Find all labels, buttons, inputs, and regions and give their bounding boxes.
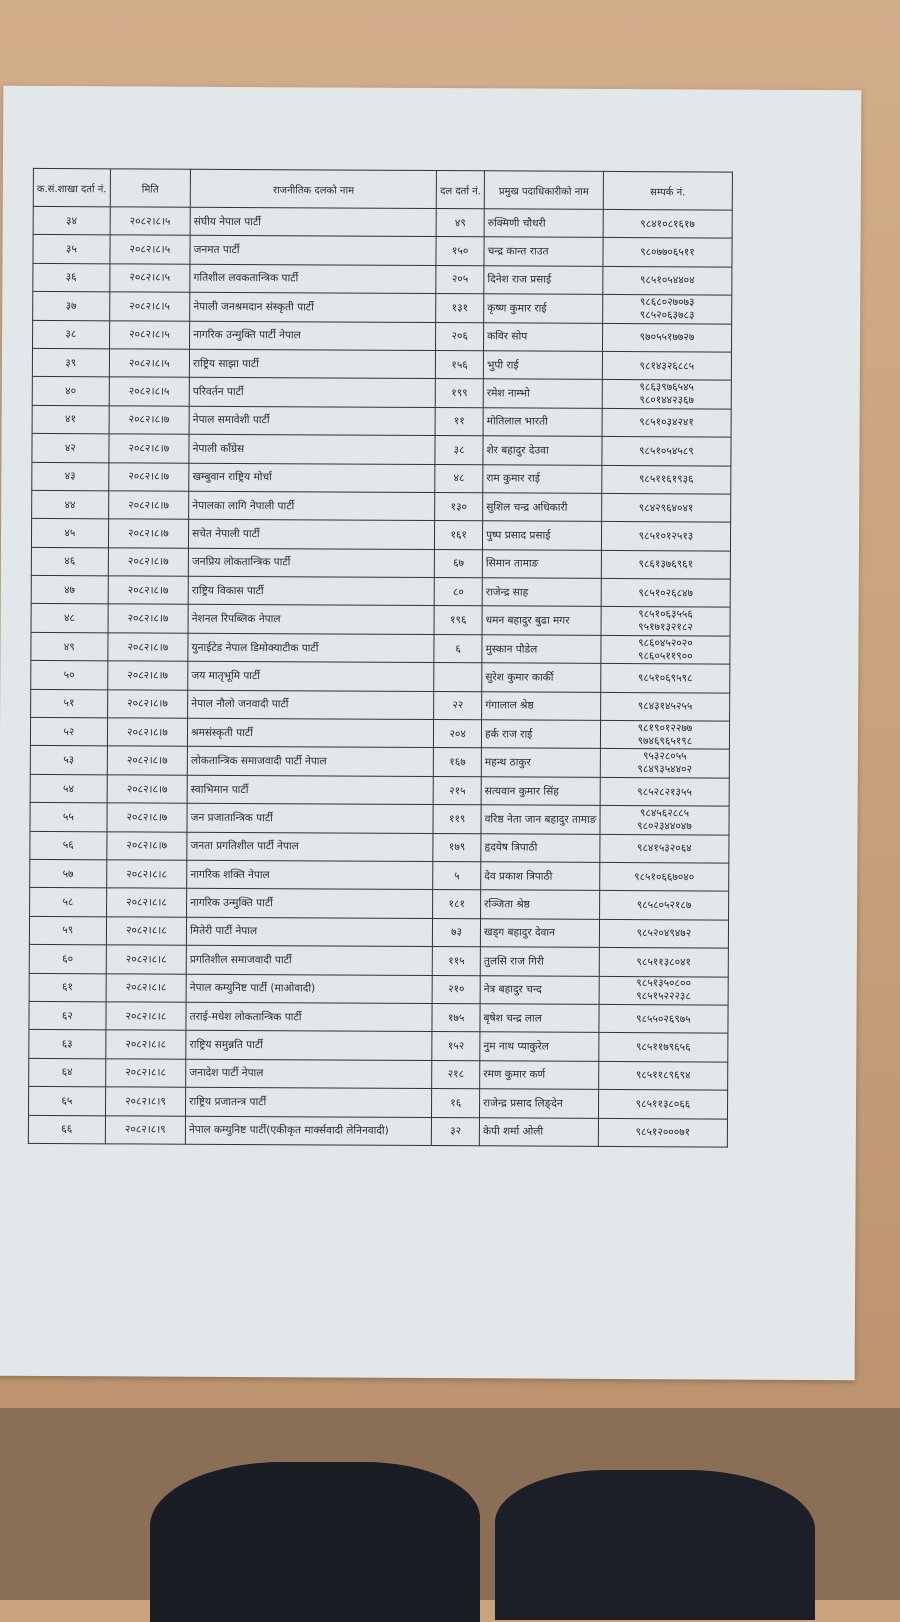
cell-officer: सिमान तामाङ xyxy=(482,549,601,578)
contact-number: ९८५१०६६७०४० xyxy=(634,870,695,884)
table-row xyxy=(30,888,729,920)
cell-party: राष्ट्रिय प्रजातन्त्र पार्टी xyxy=(186,1087,432,1117)
table-row xyxy=(33,292,732,324)
cell-sn: ६५ xyxy=(28,1087,105,1116)
cell-sn: ४४ xyxy=(32,490,109,519)
cell-reg: ५ xyxy=(433,862,481,891)
cell-sn: ३४ xyxy=(33,206,110,235)
table-row xyxy=(32,434,731,466)
cell-contact xyxy=(602,437,731,466)
contact-number: ९८५१०६९५९८ xyxy=(637,672,693,685)
cell-party: युनाईटेड नेपाल डिमोक्याटीक पार्टी xyxy=(188,633,434,663)
cell-sn: ५८ xyxy=(30,888,107,917)
document-page xyxy=(0,86,861,1380)
contact-number: ९८१९०१२२७७ xyxy=(637,721,693,735)
table-row xyxy=(32,377,731,409)
contact-number: ९८५१०१२५१३ xyxy=(638,530,694,543)
contact-number: ९८५२०४९४७२ xyxy=(636,927,692,940)
table-row xyxy=(30,803,729,835)
cell-officer: सुशिल चन्द्र अधिकारी xyxy=(483,493,602,522)
contact-number: ९८५११३८०६६ xyxy=(635,1097,691,1111)
contact-number: ९८५२०६३७८३ xyxy=(639,308,695,322)
cell-officer: सत्यवान कुमार सिंह xyxy=(481,777,600,806)
cell-contact xyxy=(602,408,731,437)
table-row xyxy=(33,235,732,267)
cell-sn: ४२ xyxy=(32,434,109,463)
contact-number: ९८५१२०००७१ xyxy=(635,1126,691,1139)
cell-sn: ५७ xyxy=(30,859,107,888)
cell-reg: ११९ xyxy=(433,805,481,834)
cell-date: २०८२।८।५ xyxy=(109,349,190,378)
cell-party: नेशनल रिपब्लिक नेपाल xyxy=(188,605,434,635)
header-reg: दल दर्ता नं. xyxy=(437,171,485,209)
cell-reg: १३० xyxy=(435,492,483,521)
contact-number: ९८४५६२८८५ xyxy=(639,806,690,820)
contact-number: ९८४२९६४०४१ xyxy=(638,501,694,514)
table-row xyxy=(29,1058,728,1090)
cell-reg: २१० xyxy=(432,975,480,1004)
cell-party: राष्ट्रिय साझा पार्टी xyxy=(189,349,435,379)
cell-date: २०८२।८।७ xyxy=(109,434,190,463)
header-date: मिति xyxy=(110,169,191,207)
contact-number: ९८०२३४४०४७ xyxy=(637,819,692,833)
cell-sn: ३८ xyxy=(33,320,110,349)
contact-number: ९८५११८९६९४ xyxy=(635,1069,691,1082)
table-row xyxy=(31,661,730,693)
cell-party: गतिशील लवकतान्त्रिक पार्टी xyxy=(190,264,436,294)
cell-date: २०८२।८।९ xyxy=(105,1087,186,1116)
cell-reg: ८० xyxy=(434,578,482,607)
table-row xyxy=(29,1030,728,1062)
contact-number: ९८४१०८१६१७ xyxy=(640,217,695,231)
table-row xyxy=(31,547,730,579)
cell-sn: ४० xyxy=(32,377,109,406)
cell-officer: केपी शर्मा ओली xyxy=(479,1117,598,1146)
cell-sn: ३५ xyxy=(33,235,110,264)
cell-reg: १९६ xyxy=(434,606,482,635)
cell-date: २०८२।८।७ xyxy=(107,718,188,747)
cell-party: संघीय नेपाल पार्टी xyxy=(190,207,436,237)
cell-contact xyxy=(600,777,729,806)
cell-party: जय मातृभूमि पार्टी xyxy=(188,661,434,691)
cell-reg: १९९ xyxy=(435,379,483,408)
table-row xyxy=(32,490,731,522)
cell-officer: चन्द्र कान्त राउत xyxy=(484,237,603,266)
table-row xyxy=(28,1087,727,1119)
cell-party: नेपाल समावेशी पार्टी xyxy=(189,406,435,436)
cell-reg: ६ xyxy=(434,634,482,663)
cell-officer: दिनेश राज प्रसाई xyxy=(484,266,603,295)
cell-contact xyxy=(599,948,728,977)
cell-sn: ५५ xyxy=(30,803,107,832)
table-row xyxy=(28,1115,727,1147)
table-header-row xyxy=(33,168,732,210)
cell-date: २०८२।८।८ xyxy=(106,917,187,946)
contact-number: ९८४३१४५२५५ xyxy=(637,700,693,713)
cell-officer: नेत्र बहादुर चन्द xyxy=(480,975,599,1004)
cell-contact xyxy=(599,1004,728,1033)
cell-reg: ११ xyxy=(435,407,483,436)
cell-contact xyxy=(601,578,730,607)
cell-reg: २१५ xyxy=(433,776,481,805)
cell-contact xyxy=(598,1090,727,1119)
cell-party: नेपाली काँग्रेस xyxy=(189,434,435,464)
cell-reg: १३१ xyxy=(436,294,484,323)
contact-number: ९८५१०५४४०४ xyxy=(639,274,695,287)
cell-officer: बृषेश चन्द्र लाल xyxy=(480,1004,599,1033)
cell-reg: ४८ xyxy=(435,464,483,493)
contact-number: ९८५११६१९३६ xyxy=(638,473,694,486)
contact-number: ९७०५५१७७२७ xyxy=(639,331,695,344)
cell-officer: धमन बहादुर बुढा मगर xyxy=(482,606,601,635)
cell-date: २०८२।८।८ xyxy=(105,1030,186,1059)
cell-date: २०८२।८।५ xyxy=(109,264,190,293)
cell-party: नेपाल कम्युनिष्ट पार्टी (माओवादी) xyxy=(186,974,432,1004)
cell-contact xyxy=(603,295,732,324)
table-row xyxy=(33,206,732,238)
cell-date: २०८२।८।५ xyxy=(109,292,190,321)
cell-officer: रमण कुमार कर्ण xyxy=(480,1060,599,1089)
table-row xyxy=(32,462,731,494)
cell-sn: ३६ xyxy=(33,263,110,292)
cell-contact xyxy=(602,465,731,494)
cell-reg: १५० xyxy=(436,237,484,266)
table-row xyxy=(31,575,730,607)
cell-party: मितेरी पार्टी नेपाल xyxy=(187,917,433,947)
party-registration-table xyxy=(28,168,733,1148)
contact-number: ९८५१०६३५५६ xyxy=(638,608,693,621)
table-row xyxy=(31,632,730,664)
cell-reg: २०६ xyxy=(436,322,484,351)
cell-date: २०८२।८।८ xyxy=(106,1002,187,1031)
cell-officer: भुपी राई xyxy=(483,351,602,380)
cell-contact xyxy=(599,891,728,920)
cell-party: श्रमसंस्कृती पार्टी xyxy=(188,718,434,748)
contact-number: ९५१७१३२१८२ xyxy=(638,621,693,634)
cell-officer: सुरेश कुमार कार्की xyxy=(482,663,601,692)
cell-contact xyxy=(602,323,731,352)
contact-number: ९८५२८२१३५५ xyxy=(637,785,692,798)
cell-officer: नुम नाथ प्याकुरेल xyxy=(480,1032,599,1061)
cell-date: २०८२।८।७ xyxy=(108,548,189,577)
table-row xyxy=(29,973,728,1005)
cell-sn: ३७ xyxy=(33,292,110,321)
cell-officer: रुक्मिणी चौधरी xyxy=(484,209,603,238)
cell-party: नागरिक उन्मुक्ति पार्टी नेपाल xyxy=(190,321,436,351)
cell-officer: हर्क राज राई xyxy=(481,720,600,749)
contact-number: ९८१४३२६८८५ xyxy=(639,359,695,373)
cell-party: नेपाली जनश्रमदान संस्कृती पार्टी xyxy=(190,292,436,322)
cell-sn: ४७ xyxy=(31,575,108,604)
cell-contact xyxy=(603,266,732,295)
cell-date: २०८२।८।७ xyxy=(108,576,189,605)
table-row xyxy=(29,945,728,977)
cell-date: २०८२।८।५ xyxy=(110,235,191,264)
shoe-left xyxy=(150,1462,480,1622)
cell-reg: २०५ xyxy=(436,265,484,294)
table-row xyxy=(32,405,731,437)
header-party: राजनीतिक दलको नाम xyxy=(190,169,436,208)
cell-party: राष्ट्रिय विकास पार्टी xyxy=(188,576,434,606)
cell-reg: १५६ xyxy=(436,350,484,379)
cell-contact xyxy=(601,493,730,522)
cell-contact xyxy=(599,919,728,948)
cell-party: जनप्रिय लोकतान्त्रिक पार्टी xyxy=(188,548,434,578)
cell-party: लोकतान्त्रिक समाजवादी पार्टी नेपाल xyxy=(187,747,433,777)
cell-date: २०८२।८।७ xyxy=(107,689,188,718)
cell-date: २०८२।८।७ xyxy=(109,406,190,435)
cell-officer: पुष्प प्रसाद प्रसाई xyxy=(483,521,602,550)
cell-party: नागरिक शक्ति नेपाल xyxy=(187,860,433,890)
cell-officer: राजेन्द्र साह xyxy=(482,578,601,607)
cell-reg: १६ xyxy=(432,1089,480,1118)
cell-reg: २१८ xyxy=(432,1060,480,1089)
cell-party: स्वाभिमान पार्टी xyxy=(187,775,433,805)
contact-number: ९८५१५२२२३८ xyxy=(636,990,691,1003)
table-row xyxy=(30,859,729,891)
cell-officer: रमेश नाम्भो xyxy=(483,379,602,408)
cell-party: जनमत पार्टी xyxy=(190,236,436,266)
table-row xyxy=(30,831,729,863)
cell-date: २०८२।८।७ xyxy=(107,775,188,804)
cell-date: २०८२।८।५ xyxy=(109,377,190,406)
table-body xyxy=(28,206,732,1147)
contact-number: ९८४१५३२०६४ xyxy=(636,842,692,855)
cell-reg: २०४ xyxy=(434,720,482,749)
cell-reg: १७५ xyxy=(432,1003,480,1032)
cell-officer: रञ्जिता श्रेष्ठ xyxy=(481,890,600,919)
cell-sn: ३९ xyxy=(32,348,109,377)
shoe-right xyxy=(495,1470,815,1620)
cell-sn: ५१ xyxy=(31,689,108,718)
contact-number: ९८५१०३४२४१ xyxy=(639,416,694,429)
cell-officer: राम कुमार राई xyxy=(483,464,602,493)
cell-contact xyxy=(599,1061,728,1090)
cell-reg: ११५ xyxy=(433,947,481,976)
cell-sn: ६४ xyxy=(29,1058,106,1087)
contact-number: ९७४६९६५१९८ xyxy=(637,734,693,748)
cell-sn: ६१ xyxy=(29,973,106,1002)
table-row xyxy=(29,1001,728,1033)
cell-date: २०८२।८।७ xyxy=(108,462,189,491)
cell-officer: राजेन्द्र प्रसाद लिङ्देन xyxy=(480,1089,599,1118)
cell-sn: ६२ xyxy=(29,1001,106,1030)
cell-date: २०८२।८।८ xyxy=(105,1059,186,1088)
cell-sn: ४६ xyxy=(31,547,108,576)
cell-reg: १५२ xyxy=(432,1032,480,1061)
cell-officer: महन्थ ठाकुर xyxy=(481,748,600,777)
table-row xyxy=(30,717,729,749)
cell-contact xyxy=(602,351,731,380)
table-row xyxy=(29,916,728,948)
contact-number: ९८४९३५४४०२ xyxy=(637,763,693,776)
contact-number: ९८०७७०६५११ xyxy=(640,246,695,259)
table-row xyxy=(32,348,731,380)
cell-date: २०८२।८।७ xyxy=(108,633,189,662)
cell-sn: ५० xyxy=(31,661,108,690)
cell-reg: ४९ xyxy=(436,209,484,238)
cell-reg: १८१ xyxy=(433,890,481,919)
cell-date: २०८२।८।७ xyxy=(108,491,189,520)
cell-officer: हृदयेष त्रिपाठी xyxy=(481,833,600,862)
cell-officer: खड्ग बहादुर देवान xyxy=(480,919,599,948)
table-row xyxy=(31,519,730,551)
cell-party: जनादेश पार्टी नेपाल xyxy=(186,1059,432,1089)
cell-sn: ४८ xyxy=(31,604,108,633)
cell-sn: ४९ xyxy=(31,632,108,661)
cell-contact xyxy=(600,720,729,749)
cell-reg: १७९ xyxy=(433,833,481,862)
table-row xyxy=(33,320,732,352)
cell-reg: १६७ xyxy=(434,748,482,777)
contact-number: ९८६१३७६९६१ xyxy=(638,558,694,571)
cell-sn: ६६ xyxy=(28,1115,105,1144)
contact-number: ९८६३९७६५४५ xyxy=(639,381,695,394)
cell-reg xyxy=(434,663,482,692)
contact-number: ९८६०५११९०० xyxy=(638,649,693,662)
contact-number: ९८०१४४२३६७ xyxy=(639,394,695,407)
cell-contact xyxy=(600,749,729,778)
table-row xyxy=(30,774,729,806)
cell-party: नेपालका लागि नेपाली पार्टी xyxy=(189,491,435,521)
cell-date: २०८२।८।५ xyxy=(109,320,190,349)
cell-sn: ५२ xyxy=(30,717,107,746)
cell-date: २०८२।८।९ xyxy=(105,1115,186,1144)
cell-sn: ६३ xyxy=(29,1030,106,1059)
cell-sn: ५९ xyxy=(29,916,106,945)
cell-party: तराई-मधेश लोकतान्त्रिक पार्टी xyxy=(186,1002,432,1032)
cell-contact xyxy=(598,1118,727,1147)
cell-officer: मुस्कान पौडेल xyxy=(482,635,601,664)
cell-date: २०८२।८।८ xyxy=(106,888,187,917)
contact-number: ९८५८०५२१८७ xyxy=(636,899,692,912)
cell-contact xyxy=(600,692,729,721)
header-officer: प्रमुख पदाधिकारीको नाम xyxy=(484,171,603,210)
cell-date: २०८२।८।७ xyxy=(108,604,189,633)
contact-number: ९८५१३५०८०० xyxy=(636,977,691,990)
cell-contact xyxy=(599,1033,728,1062)
table-row xyxy=(33,263,732,295)
cell-contact xyxy=(603,209,732,238)
cell-contact xyxy=(601,664,730,693)
cell-officer: गंगालाल श्रेष्ठ xyxy=(482,691,601,720)
contact-number: ९८५५०२६९७५ xyxy=(636,1012,691,1025)
cell-party: नेपाल नौलो जनवादी पार्टी xyxy=(188,690,434,720)
contact-number: ९८५१०२६८४७ xyxy=(638,586,694,600)
cell-sn: ५६ xyxy=(30,831,107,860)
cell-reg: ६७ xyxy=(435,549,483,578)
cell-contact xyxy=(603,238,732,267)
cell-sn: ५४ xyxy=(30,774,107,803)
contact-number: ९५३२८०५५ xyxy=(642,750,687,763)
cell-date: २०८२।८।७ xyxy=(107,803,188,832)
cell-date: २०८२।८।७ xyxy=(106,831,187,860)
cell-officer: वरिष्ठ नेता जान बहादुर तामाङ xyxy=(481,805,600,834)
cell-party: जन प्रजातान्त्रिक पार्टी xyxy=(187,803,433,833)
cell-date: २०८२।८।७ xyxy=(107,661,188,690)
cell-reg: १६१ xyxy=(435,521,483,550)
cell-date: २०८२।८।८ xyxy=(106,945,187,974)
cell-party: नागरिक उन्मुक्ति पार्टी xyxy=(187,889,433,919)
cell-contact xyxy=(600,834,729,863)
cell-reg: ७३ xyxy=(433,918,481,947)
cell-officer: कृष्ण कुमार राई xyxy=(484,294,603,323)
cell-party: प्रगतिशील समाजवादी पार्टी xyxy=(186,945,432,975)
cell-contact xyxy=(601,635,730,664)
cell-reg: ३८ xyxy=(435,436,483,465)
cell-sn: ५३ xyxy=(30,746,107,775)
header-sn: क.सं.शाखा दर्ता नं. xyxy=(33,168,110,206)
cell-contact xyxy=(600,862,729,891)
cell-officer: देव प्रकाश त्रिपाठी xyxy=(481,862,600,891)
header-contact: सम्पर्क नं. xyxy=(603,171,732,210)
cell-contact xyxy=(601,607,730,636)
cell-party: नेपाल कम्युनिष्ट पार्टी(एकीकृत मार्क्सवादी लेनिनवादी) xyxy=(185,1116,431,1146)
cell-party: जनता प्रगतिशील पार्टी नेपाल xyxy=(187,832,433,862)
cell-sn: ४५ xyxy=(31,519,108,548)
table-row xyxy=(30,746,729,778)
cell-reg: ३२ xyxy=(432,1117,480,1146)
cell-sn: ६० xyxy=(29,945,106,974)
cell-sn: ४१ xyxy=(32,405,109,434)
table-row xyxy=(31,604,730,636)
contact-number: ९८५१०५४५८९ xyxy=(639,444,694,458)
contact-number: ९८५११७९६५६ xyxy=(635,1041,691,1054)
cell-contact xyxy=(599,976,728,1005)
cell-contact xyxy=(601,522,730,551)
cell-party: खम्बुवान राष्ट्रिय मोर्चा xyxy=(189,463,435,493)
cell-contact xyxy=(602,380,731,409)
contact-number: ९८५११३८०४१ xyxy=(636,955,692,969)
cell-contact xyxy=(601,550,730,579)
cell-date: २०८२।८।८ xyxy=(106,973,187,1002)
cell-officer: कविर सोप xyxy=(484,322,603,351)
contact-number: ९८६८०२७०७३ xyxy=(639,295,695,309)
cell-party: राष्ट्रिय समुन्नति पार्टी xyxy=(186,1031,432,1061)
cell-contact xyxy=(600,806,729,835)
cell-officer: मोतिलाल भारती xyxy=(483,408,602,437)
cell-date: २०८२।८।७ xyxy=(108,519,189,548)
cell-party: सचेत नेपाली पार्टी xyxy=(189,520,435,550)
cell-date: २०८२।८।७ xyxy=(107,746,188,775)
cell-sn: ४३ xyxy=(32,462,109,491)
cell-party: परिवर्तन पार्टी xyxy=(189,378,435,408)
cell-reg: २२ xyxy=(434,691,482,720)
table-row xyxy=(31,689,730,721)
cell-officer: शेर बहादुर देउवा xyxy=(483,436,602,465)
cell-officer: तुलसि राज गिरी xyxy=(480,947,599,976)
cell-date: २०८२।८।५ xyxy=(110,207,191,236)
contact-number: ९८६०४५२०२० xyxy=(638,636,693,649)
cell-date: २०८२।८।८ xyxy=(106,860,187,889)
